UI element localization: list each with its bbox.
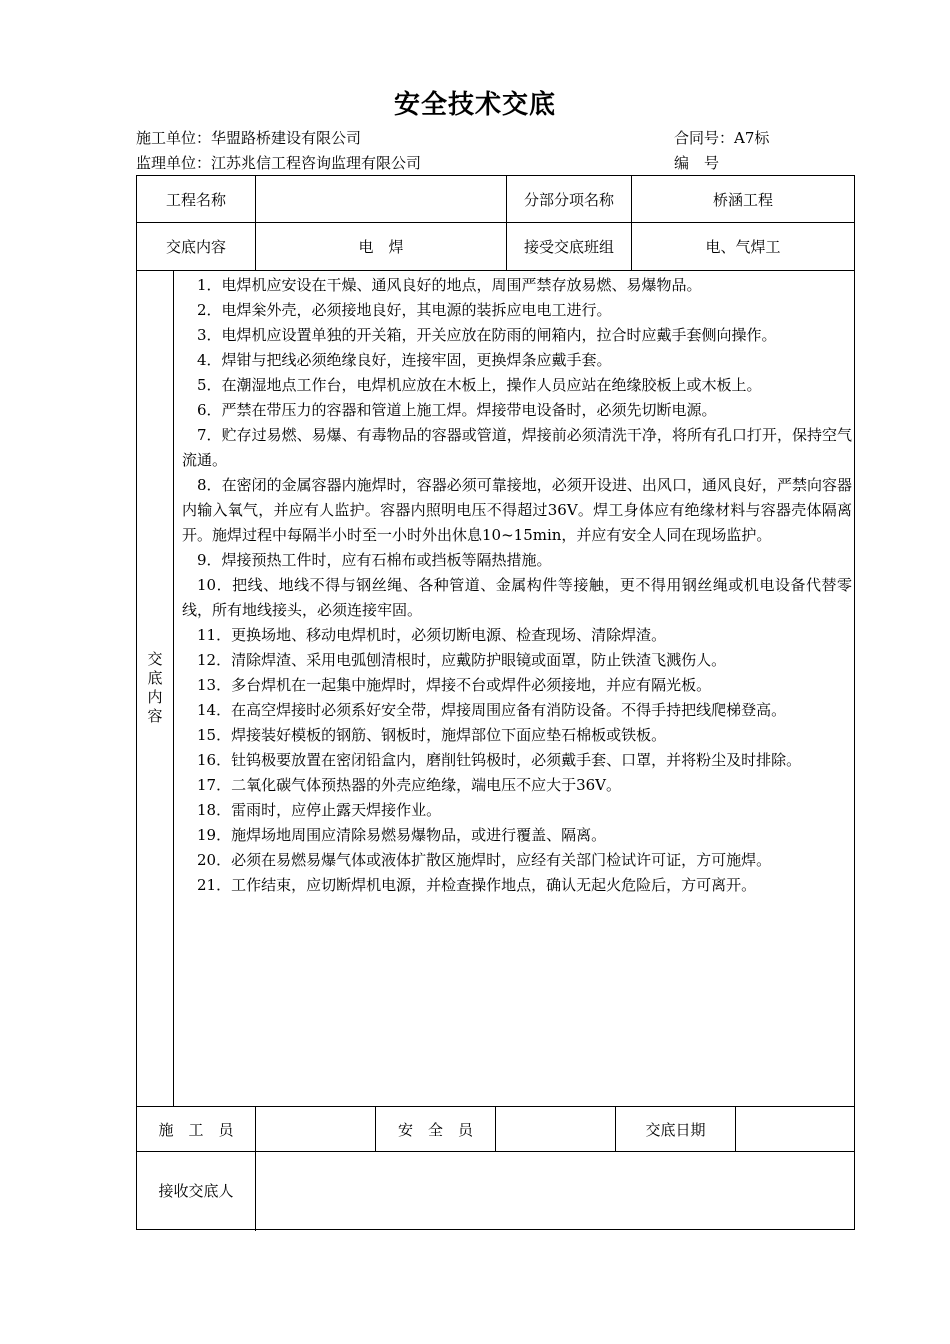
column-divider — [173, 270, 174, 1106]
content-value: 电 焊 — [358, 238, 404, 256]
safety-item: 21．工作结束，应切断焊机电源，并检查操作地点，确认无起火危险后，方可离开。 — [197, 876, 757, 894]
safety-item: 9．焊接预热工件时，应有石棉布或挡板等隔热措施。 — [197, 551, 552, 569]
construction-unit: 施工单位：华盟路桥建设有限公司 — [136, 129, 362, 147]
row-divider — [137, 270, 854, 271]
receiver-value — [256, 1152, 854, 1229]
safety-item: 16．钍钨极要放置在密闭铅盒内，磨削钍钨极时，必须戴手套、口罩，并将粉尘及时排除。 — [197, 751, 802, 769]
worker-value — [256, 1107, 375, 1151]
safety-officer-label: 安 全 员 — [397, 1120, 473, 1139]
worker-label: 施 工 员 — [158, 1120, 234, 1139]
project-name-value — [256, 176, 506, 222]
safety-item: 19．施焊场地周围应清除易燃易爆物品，或进行覆盖、隔离。 — [197, 826, 607, 844]
sub-item-label: 分部分项名称 — [523, 190, 614, 209]
page-title: 安全技术交底 — [393, 90, 556, 120]
safety-item: 2．电焊枀外壳，必须接地良好，其电源的装拆应电电工进行。 — [197, 301, 612, 319]
safety-item: 3．电焊机应设置单独的开关箱，开关应放在防雨的闸箱内，拉合时应戴手套侧向操作。 — [197, 326, 777, 344]
safety-item: 17．二氧化碳气体预热器的外壳应绝缘，端电压不应大于36V。 — [197, 776, 622, 794]
side-label — [137, 271, 173, 1107]
safety-item: 18．雷雨时，应停止露天焊接作业。 — [197, 801, 442, 819]
sub-item-value: 桥涵工程 — [712, 190, 773, 209]
safety-items — [182, 273, 852, 898]
safety-item: 5．在潮湿地点工作台，电焊机应放在木板上，操作人员应站在绝缘胶板上或木板上。 — [197, 376, 762, 394]
safety-item: 14．在高空焊接时必须系好安全带，焊接周围应备有消防设备。不得手持把线爬梯登高。 — [197, 701, 787, 719]
date-value — [736, 1107, 854, 1151]
safety-item: 11．更换场地、移动电焊机时，必须切断电源、检查现场、清除焊渣。 — [197, 626, 667, 644]
date-label: 交底日期 — [645, 1120, 706, 1139]
disclosure-table — [136, 175, 855, 1230]
safety-item: 7．贮存过易燃、易爆、有毒物品的容器或管道，焊接前必须清洗干净，将所有孔口打开，保持空气流通。 — [182, 426, 852, 469]
receiving-team-value: 电、气焊工 — [705, 238, 781, 256]
supervision-unit: 监理单位：江苏兆信工程咨询监理有限公司 — [136, 154, 422, 172]
safety-item: 4．焊钳与把线必须绝缘良好，连接牢固，更换焊条应戴手套。 — [197, 351, 612, 369]
safety-item: 6．严禁在带压力的容器和管道上施工焊。焊接带电设备时，必须先切断电源。 — [197, 401, 717, 419]
serial-number: 编 号 — [674, 154, 720, 172]
receiving-team-label: 接受交底班组 — [523, 238, 614, 256]
receiver-label: 接收交底人 — [158, 1182, 234, 1200]
content-label: 交底内容 — [165, 238, 226, 256]
safety-item: 20．必须在易燃易爆气体或液体扩散区施焊时，应经有关部门检试许可证，方可施焊。 — [197, 851, 772, 869]
safety-item: 10．把线、地线不得与钢丝绳、各种管道、金属构件等接触，更不得用钢丝绳或机电设备代替零线，所有地线接头，必须连接牢固。 — [182, 576, 852, 619]
safety-item: 1．电焊机应安设在干燥、通风良好的地点，周围严禁存放易燃、易爆物品。 — [197, 276, 702, 294]
contract-number: 合同号：A7标 — [674, 129, 770, 147]
safety-item: 12．清除焊渣、采用电弧刨清根时，应戴防护眼镜或面罩，防止铁渣飞溅伤人。 — [197, 651, 727, 669]
safety-item: 8．在密闭的金属容器内施焊时，容器必须可靠接地，必须开设进、出风口，通风良好，严禁向容器内输入氧气，并应有人监护。容器内照明电压不得超过36V。焊工身体应有绝缘材料与容器壳体隔离开。施焊过程中每隔半小时至一小时外出休息10~15min，并应有安全人同在现场监护。 — [182, 476, 852, 544]
project-name-label: 工程名称 — [165, 190, 226, 209]
safety-item: 13．多台焊机在一起集中施焊时，焊接不台或焊件必须接地，并应有隔光板。 — [197, 676, 712, 694]
safety-officer-value — [496, 1107, 615, 1151]
side-label-text: 交底内容 — [145, 651, 164, 727]
safety-item: 15．焊接装好模板的钢筋、钢板时，施焊部位下面应垫石棉板或铁板。 — [197, 726, 667, 744]
